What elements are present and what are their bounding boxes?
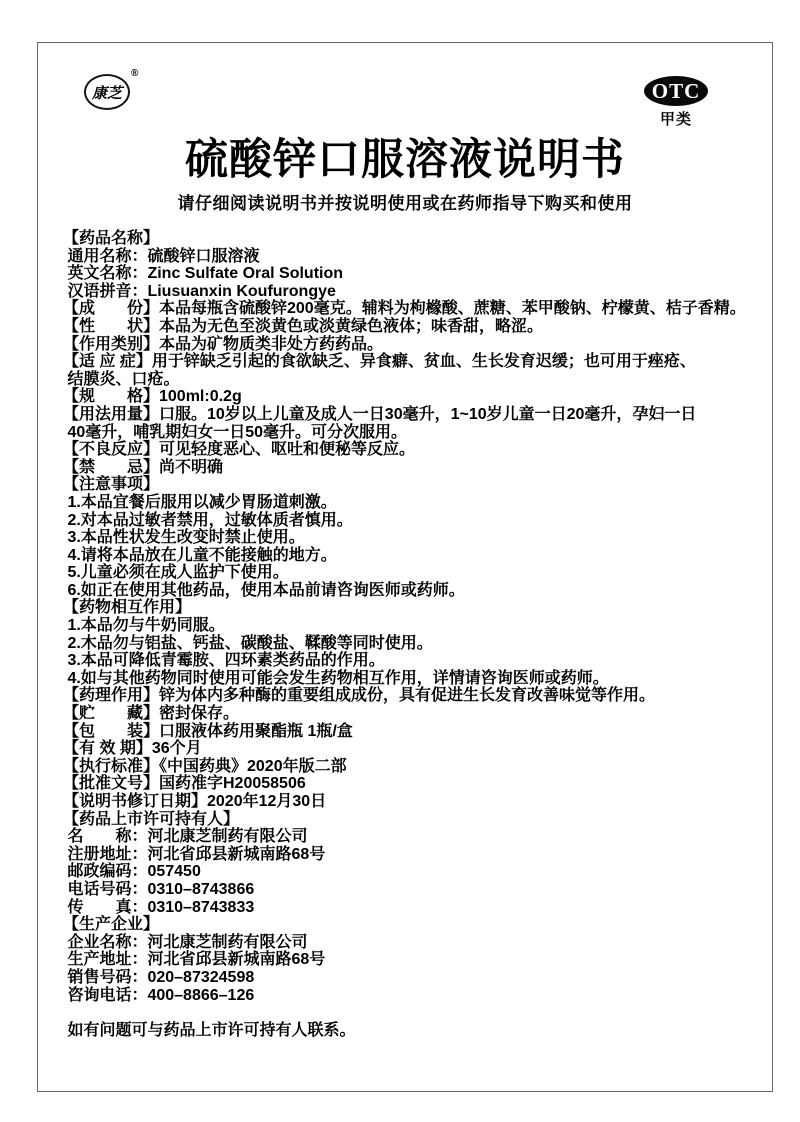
usage-notice: 请仔细阅读说明书并按说明使用或在药师指导下购买和使用 <box>177 194 633 213</box>
body-line: 2.木品勿与铝盐、钙盐、碳酸盐、鞣酸等同时使用。 <box>63 634 433 652</box>
body-line: 1.本品勿与牛奶同服。 <box>63 617 225 635</box>
otc-badge-label: OTC <box>651 78 701 103</box>
body-line: 【规 格】100ml:0.2g <box>63 388 242 406</box>
body-line: 【成 份】本品每瓶含硫酸锌200毫克。辅料为枸橼酸、蔗糖、苯甲酸钠、柠檬黄、桔子香精。 <box>63 300 746 318</box>
body-line: 【注意事项】 <box>63 476 160 494</box>
body-line: 电话号码：0310–8743866 <box>63 880 255 898</box>
brand-logo <box>84 74 130 110</box>
body-line: 6.如正在使用其他药品，使用本品前请咨询医师或药师。 <box>63 581 465 599</box>
body-line: 2.对本品过敏者禁用，过敏体质者慎用。 <box>63 511 353 529</box>
registered-trademark-icon: ® <box>131 68 139 79</box>
body-line: 【药品名称】 <box>63 230 160 247</box>
body-line: 传 真：0310–8743833 <box>63 898 255 916</box>
body-line: 通用名称：硫酸锌口服溶液 <box>63 247 260 265</box>
body-line: 【执行标准】《中国药典》2020年版二部 <box>63 757 347 775</box>
body-line: 【禁 忌】尚不明确 <box>63 458 224 476</box>
otc-badge <box>644 76 708 106</box>
body-line: 【用法用量】口服。10岁以上儿童及成人一日30毫升，1~10岁儿童一日20毫升，孕妇一日 <box>63 405 697 423</box>
body-line: 咨询电话：400–8866–126 <box>63 986 255 1004</box>
body-line: 4.请将本品放在儿童不能接触的地方。 <box>63 546 337 564</box>
body-line: 如有问题可与药品上市许可持有人联系。 <box>63 1021 356 1039</box>
body-line: 【生产企业】 <box>63 916 160 934</box>
body-line: 结膜炎、口疮。 <box>63 370 180 388</box>
body-line: 【有 效 期】36个月 <box>63 740 202 758</box>
body-line: 【说明书修订日期】2020年12月30日 <box>63 793 327 810</box>
body-line: 生产地址：河北省邱县新城南路68号 <box>63 951 326 969</box>
body-line: 【性 状】本品为无色至淡黄色或淡黄绿色液体；味香甜，略涩。 <box>63 317 544 335</box>
document-title: 硫酸锌口服溶液说明书 <box>185 136 625 184</box>
body-line: 注册地址：河北省邱县新城南路68号 <box>63 845 326 863</box>
body-line: 4.如与其他药物同时使用可能会发生药物相互作用，详情请咨询医师或药师。 <box>63 669 609 687</box>
body-line: 英文名称：Zinc Sulfate Oral Solution <box>63 265 344 283</box>
body-line: 汉语拼音：Liusuanxin Koufurongye <box>63 282 336 300</box>
brand-logo-text: 康芝 <box>91 84 122 102</box>
body-line: 3.本品性状发生改变时禁止使用。 <box>63 529 305 547</box>
body-line <box>63 1004 753 1022</box>
body-line: 3.本品可降低青霉胺、四环素类药品的作用。 <box>63 652 385 670</box>
body-line: 1.本品宜餐后服用以减少胃肠道刺激。 <box>63 493 337 511</box>
body-line: 【作用类别】本品为矿物质类非处方药药品。 <box>63 335 384 353</box>
body-line: 【药物相互作用】 <box>63 599 192 617</box>
body-line: 【批准文号】国药准字H20058506 <box>63 775 306 793</box>
body-line: 企业名称：河北康芝制药有限公司 <box>63 933 308 951</box>
body-line: 40毫升，哺乳期妇女一日50毫升。可分次服用。 <box>63 423 408 441</box>
body-line: 邮政编码：057450 <box>63 863 201 881</box>
body-line: 名 称：河北康芝制药有限公司 <box>63 828 308 846</box>
body-line: 销售号码：020–87324598 <box>63 968 255 986</box>
body-line: 5.儿童必须在成人监护下使用。 <box>63 564 289 582</box>
body-line: 【适 应 症】用于锌缺乏引起的食欲缺乏、异食癖、贫血、生长发育迟缓；也可用于痤疮、 <box>63 353 696 371</box>
body-line: 【不良反应】可见轻度恶心、呕吐和便秘等反应。 <box>63 441 416 459</box>
leaflet-body <box>63 230 753 1039</box>
otc-class-label: 甲类 <box>659 111 692 128</box>
body-line: 【贮 藏】密封保存。 <box>63 705 240 723</box>
body-line: 【药理作用】锌为体内多种酶的重要组成成份，具有促进生长发育改善味觉等作用。 <box>63 687 656 705</box>
body-line: 【包 装】口服液体药用聚酯瓶 1瓶/盒 <box>63 722 353 740</box>
body-line: 【药品上市许可持有人】 <box>63 810 240 828</box>
